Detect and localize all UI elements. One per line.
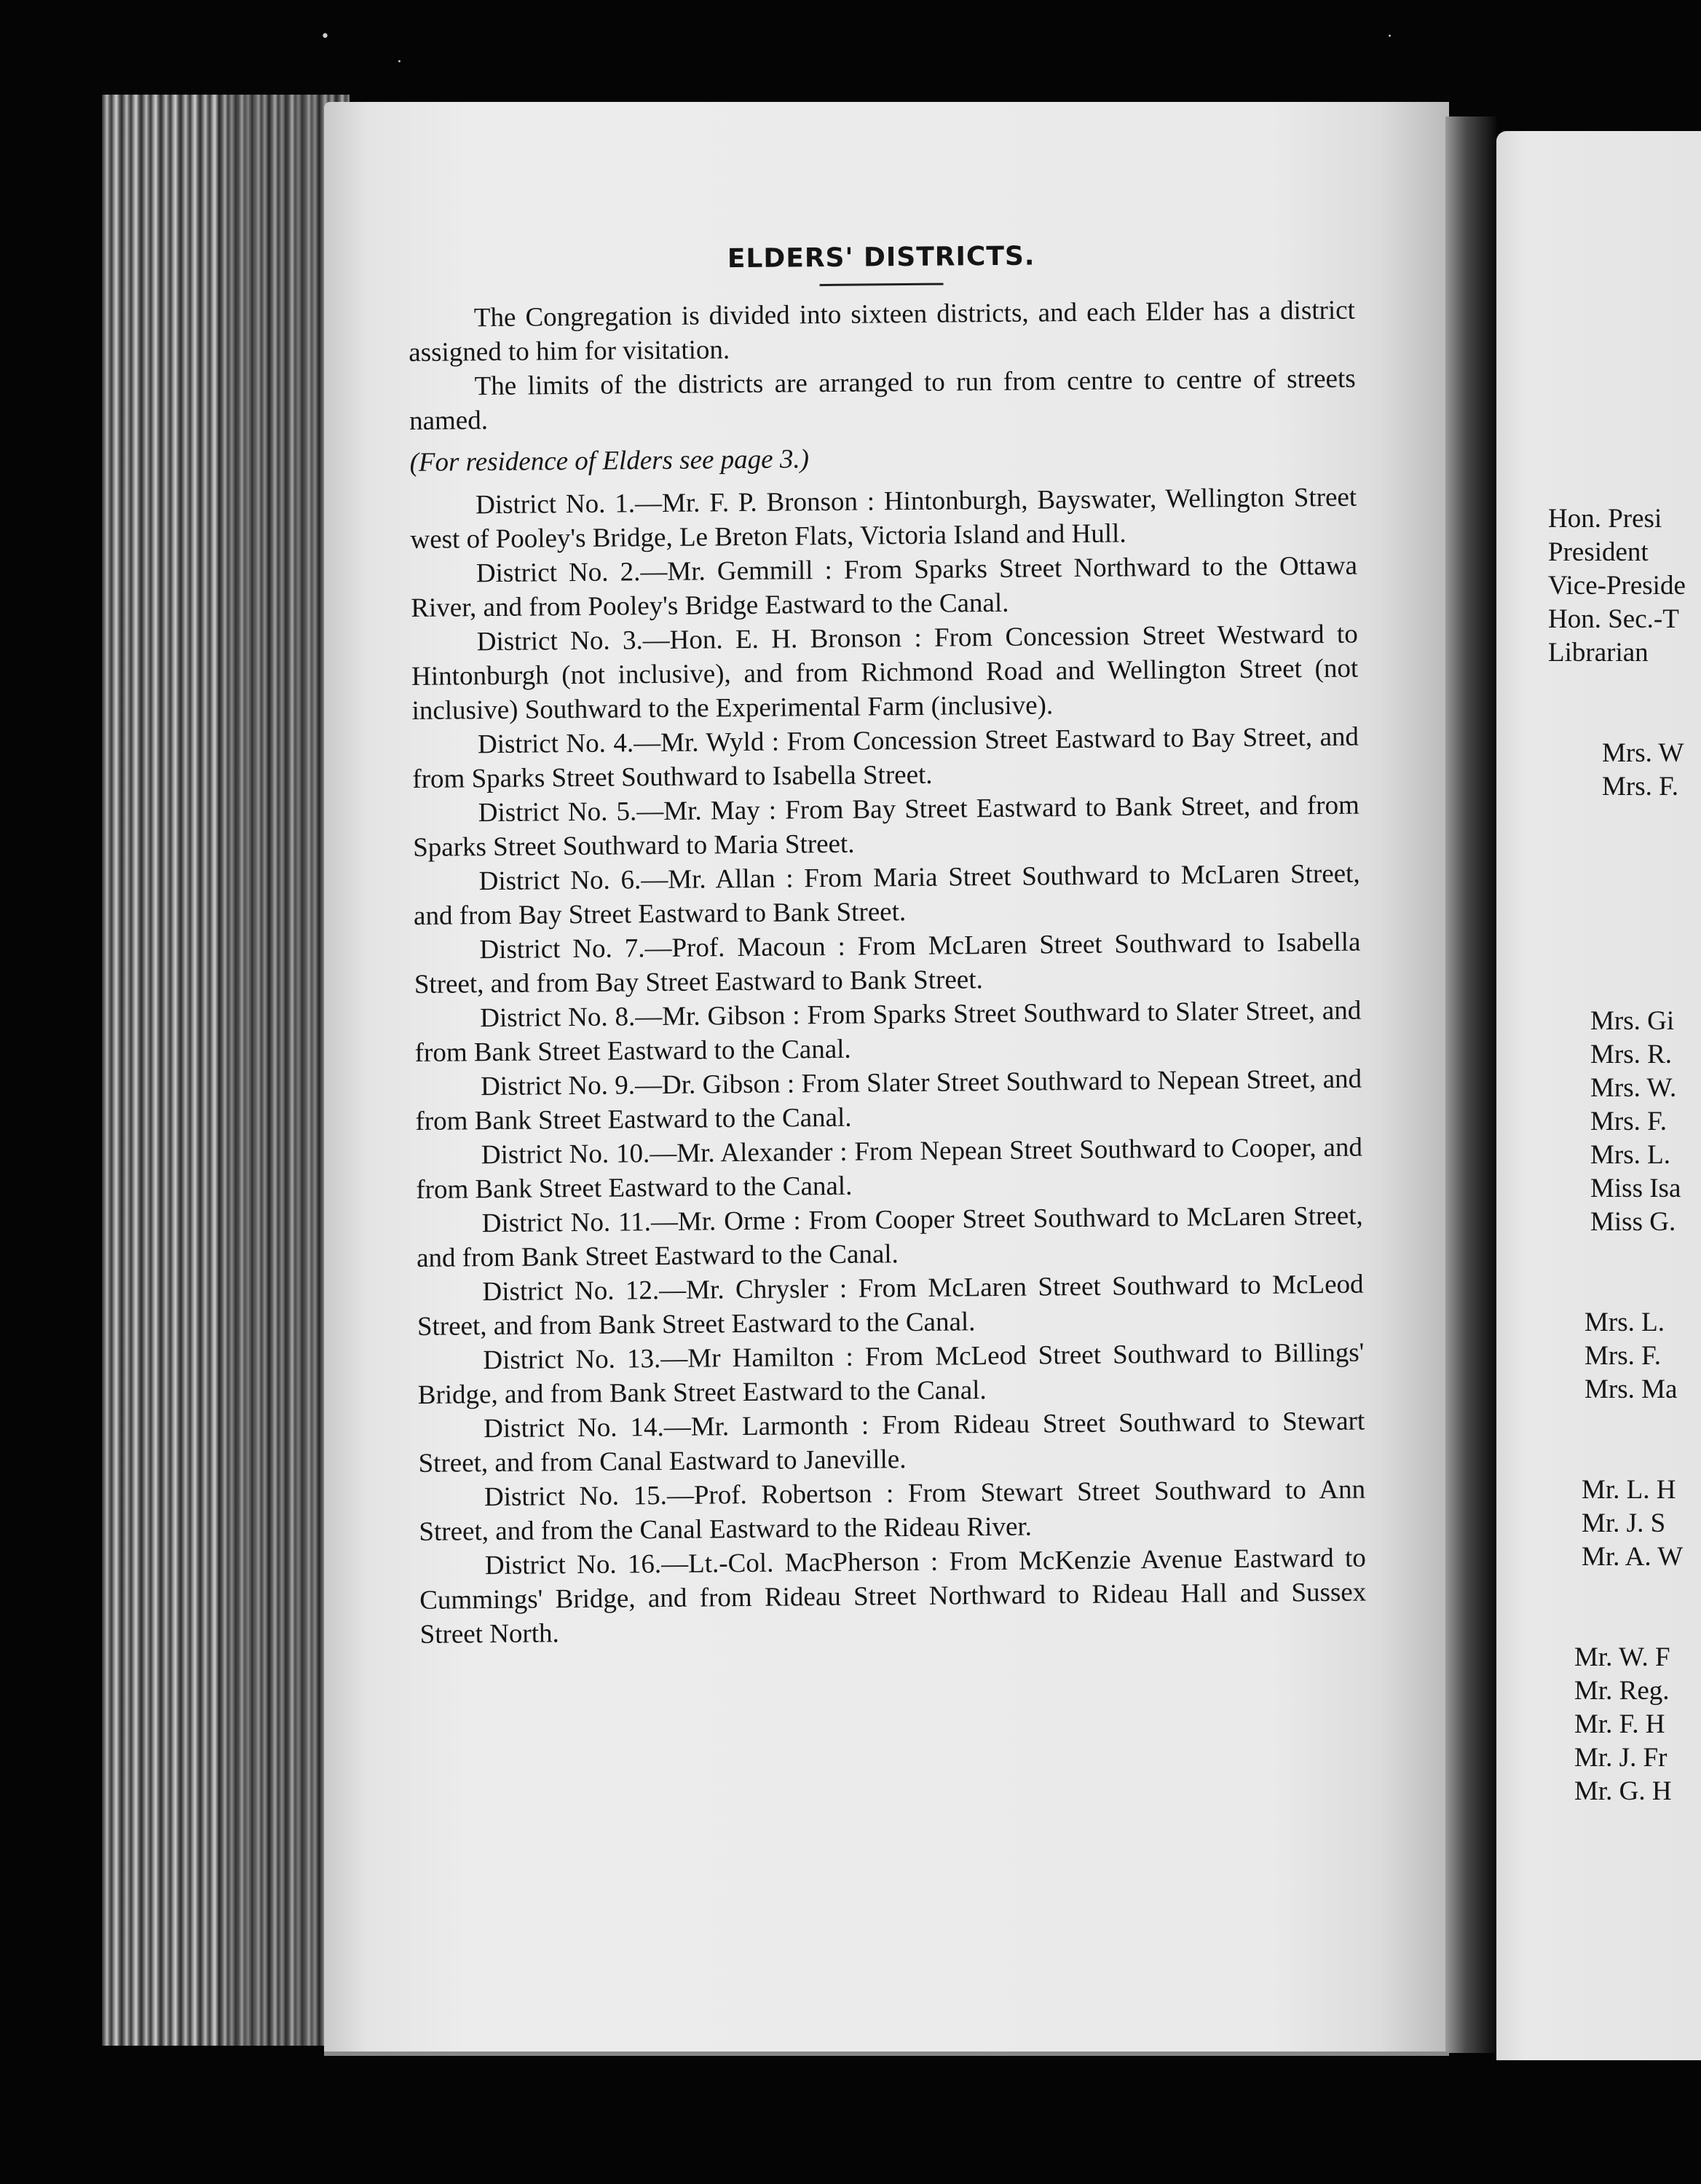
district-entry: District No. 2.—Mr. Gemmill : From Sparks Street Northward to the Ottawa River, and from Pooley's Bridge Eastward to the Canal.: [411, 550, 1358, 623]
member-line: Mr. L. H: [1582, 1475, 1676, 1505]
officer-line: Librarian: [1548, 638, 1649, 668]
district-entry: District No. 1.—Mr. F. P. Bronson : Hintonburgh, Bayswater, Wellington Street west of Pooley's Bridge, Le Breton Flats, Victoria Island and Hull.: [410, 482, 1357, 555]
district-entry: District No. 12.—Mr. Chrysler : From McLaren Street Southward to McLeod Street, and from Bank Street Eastward to the Canal.: [417, 1269, 1364, 1342]
member-line: Mr. A. W: [1582, 1542, 1684, 1572]
film-speck: •: [320, 28, 330, 46]
member-line: Mrs. W: [1602, 738, 1684, 768]
member-line: Mr. F. H: [1574, 1709, 1665, 1739]
officer-line: Hon. Presi: [1548, 504, 1662, 534]
residence-note: (For residence of Elders see page 3.): [409, 444, 810, 478]
member-line: Mrs. Gi: [1590, 1006, 1675, 1036]
district-entry: District No. 11.—Mr. Orme : From Cooper Street Southward to McLaren Street, and from Bank Street Eastward to the Canal.: [416, 1200, 1363, 1273]
district-entry: District No. 4.—Mr. Wyld : From Concession Street Eastward to Bay Street, and from Sparks Street Southward to Isabella Street.: [412, 721, 1359, 794]
district-entry: District No. 15.—Prof. Robertson : From Stewart Street Southward to Ann Street, and from the Canal Eastward to the Rideau River.: [419, 1474, 1366, 1547]
member-line: Mrs. Ma: [1584, 1374, 1678, 1404]
district-entry: District No. 5.—Mr. May : From Bay Street Eastward to Bank Street, and from Sparks Street Southward to Maria Street.: [413, 790, 1359, 863]
district-entry: District No. 16.—Lt.-Col. MacPherson : From McKenzie Avenue Eastward to Cummings' Bridge, and from Rideau Street Northward to Rideau Hall and Sussex Street North.: [419, 1543, 1367, 1650]
member-line: Mrs. F.: [1584, 1341, 1661, 1371]
member-line: Mr. W. F: [1574, 1642, 1670, 1672]
district-entry: District No. 8.—Mr. Gibson : From Sparks Street Southward to Slater Street, and from Bank Street Eastward to the Canal.: [414, 995, 1362, 1068]
member-line: Mr. J. S: [1582, 1508, 1666, 1538]
member-line: Mrs. F.: [1590, 1107, 1667, 1136]
district-entry: District No. 14.—Mr. Larmonth : From Rideau Street Southward to Stewart Street, and from Canal Eastward to Janeville.: [418, 1406, 1365, 1479]
member-line: Miss G.: [1590, 1207, 1676, 1237]
member-line: Mrs. L.: [1590, 1140, 1670, 1170]
district-entry: District No. 6.—Mr. Allan : From Maria Street Southward to McLaren Street, and from Bay Street Eastward to Bank Street.: [413, 858, 1360, 931]
district-entry: District No. 9.—Dr. Gibson : From Slater Street Southward to Nepean Street, and from Bank Street Eastward to the Canal.: [415, 1064, 1362, 1136]
member-line: Mr. Reg.: [1574, 1676, 1670, 1706]
district-entry: District No. 13.—Mr Hamilton : From McLeod Street Southward to Billings' Bridge, and from Bank Street Eastward to the Canal.: [417, 1337, 1365, 1410]
page-bottom-edge: [324, 2052, 1449, 2056]
right-page-officer-list: [1548, 502, 1701, 1808]
officer-line: President: [1548, 537, 1649, 567]
member-line: Mrs. W.: [1590, 1073, 1677, 1103]
officer-line: Hon. Sec.-T: [1548, 604, 1679, 634]
page-title: ELDERS' DISTRICTS.: [727, 241, 1035, 274]
member-line: Miss Isa: [1590, 1174, 1681, 1203]
member-line: Mrs. R.: [1590, 1040, 1673, 1069]
district-entry: District No. 7.—Prof. Macoun : From McLaren Street Southward to Isabella Street, and from Bay Street Eastward to Bank Street.: [414, 927, 1361, 1000]
member-line: Mrs. L.: [1584, 1307, 1665, 1337]
district-entry: District No. 10.—Mr. Alexander : From Nepean Street Southward to Cooper, and from Bank Street Eastward to the Canal.: [416, 1132, 1363, 1205]
member-line: Mr. J. Fr: [1574, 1743, 1668, 1773]
intro-paragraph: The Congregation is divided into sixteen districts, and each Elder has a district assigned to him for visitation.: [409, 295, 1356, 368]
elders-districts-text: [408, 236, 1367, 1652]
officer-line: Vice-Preside: [1548, 571, 1686, 601]
member-line: Mrs. F.: [1602, 772, 1678, 802]
title-rule: [820, 283, 944, 286]
intro-paragraph: The limits of the districts are arranged to run from centre to centre of streets named.: [409, 363, 1356, 436]
book-gutter: [1445, 116, 1496, 2053]
district-entry: District No. 3.—Hon. E. H. Bronson : From Concession Street Westward to Hintonburgh (not inclusive), and from Richmond Road and Wellington Street (not inclusive) Southward to the Experimental Farm (inclusive).: [411, 619, 1359, 726]
member-line: Mr. G. H: [1574, 1776, 1672, 1806]
film-speck: ·: [397, 53, 402, 71]
film-speck: ·: [1387, 28, 1392, 46]
